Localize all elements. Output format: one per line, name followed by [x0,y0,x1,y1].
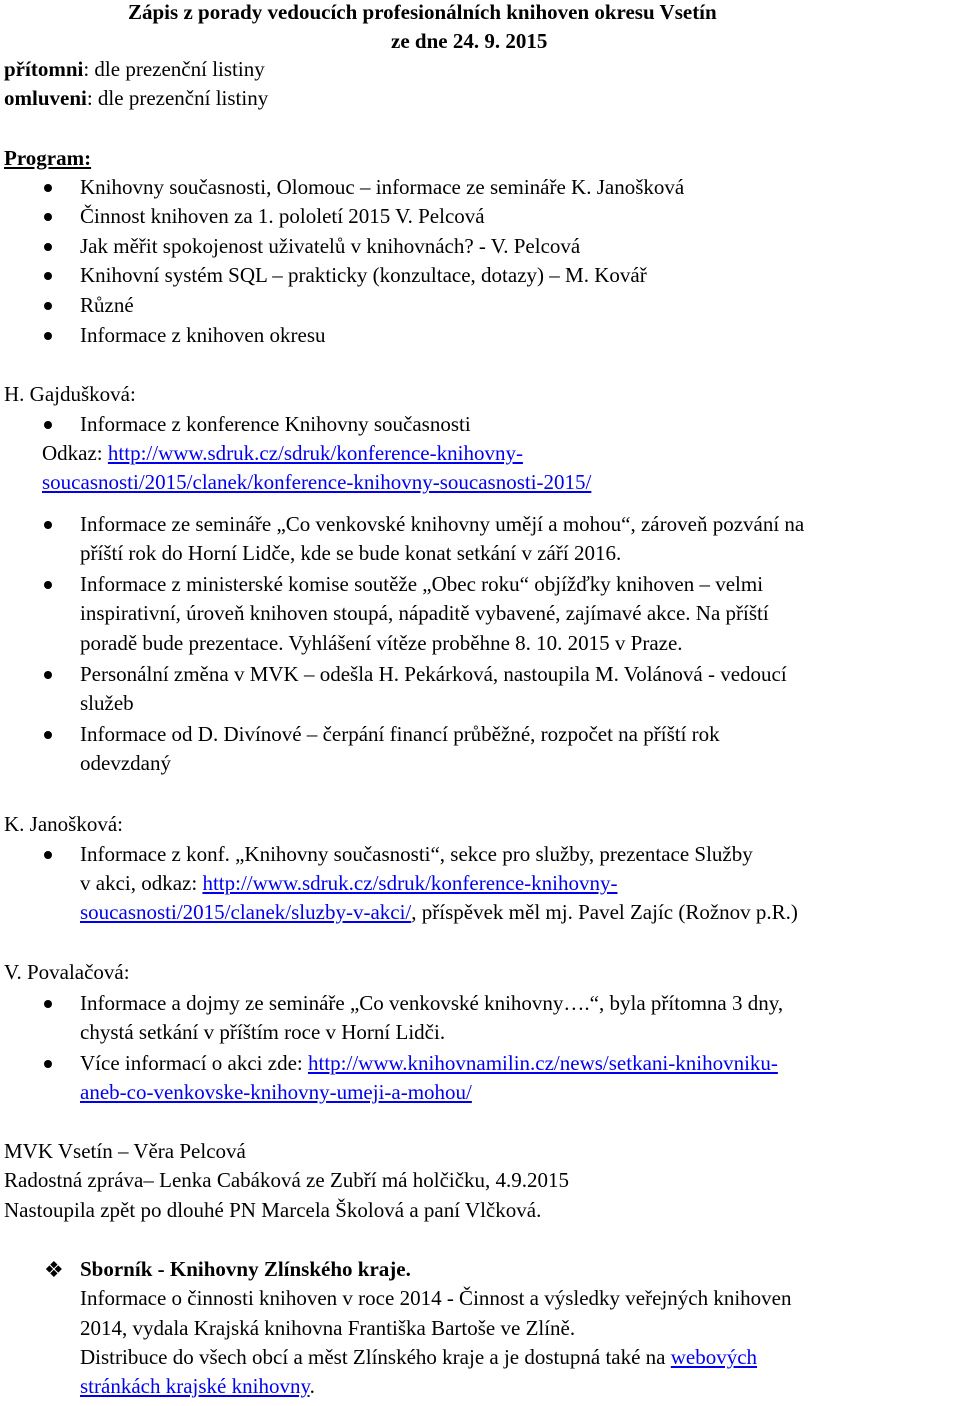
gajduskova-item: Informace z ministerské komise soutěže „Obec roku“ objížďky knihoven – velmi [80,572,764,596]
present-label: přítomni [4,57,84,81]
bullet-icon [44,731,52,739]
povalacova-link-prefix: Více informací o akci zde: [80,1051,308,1075]
krajska-knihovna-link-cont[interactable]: stránkách krajské knihovny [80,1374,310,1398]
link-row [42,468,591,497]
sbornik-text: 2014, vydala Krajská knihovna Františka Bartoše ve Zlíně. [80,1316,576,1340]
bullet-icon [44,851,52,859]
bullet-icon [44,521,52,529]
document-title: Zápis z porady vedoucích profesionálních knihoven okresu Vsetín [128,0,717,24]
attendance-excused [4,84,268,113]
program-item: Činnost knihoven za 1. pololetí 2015 V. Pelcová [80,204,485,228]
gajduskova-item-cont: služeb [80,691,134,715]
excused-label: omluveni [4,86,87,110]
program-heading: Program: [4,146,92,170]
bullet-icon [44,1000,52,1008]
bullet-icon [44,243,52,251]
sbornik-title: Sborník - Knihovny Zlínského kraje. [80,1257,411,1281]
gajduskova-item: Informace od D. Divínové – čerpání financí průběžné, rozpočet na příští rok [80,722,720,746]
section-heading-gajduskova: H. Gajdušková: [4,382,136,406]
present-value: : dle prezenční listiny [83,57,265,81]
janoskova-link-prefix: v akci, odkaz: [80,871,203,895]
bullet-icon [44,272,52,280]
program-item: Knihovní systém SQL – prakticky (konzultace, dotazy) – M. Kovář [80,263,647,287]
program-item: Různé [80,293,134,317]
program-item: Jak měřit spokojenost uživatelů v knihovnách? - V. Pelcová [80,234,581,258]
janoskova-link-suffix: , příspěvek měl mj. Pavel Zajíc (Rožnov p.R.) [411,900,798,924]
gajduskova-item: Informace z konference Knihovny současnosti [80,412,471,436]
bullet-icon [44,302,52,310]
bullet-icon [44,421,52,429]
konference-link-cont[interactable]: soucasnosti/2015/clanek/konference-knihovny-soucasnosti-2015/ [42,470,592,494]
krajska-knihovna-link[interactable]: webových [670,1345,758,1369]
sbornik-text [80,1372,315,1401]
janoskova-item: Informace z konf. „Knihovny současnosti“, sekce pro služby, prezentace Služby [80,842,753,866]
knihovnamilin-link[interactable]: http://www.knihovnamilin.cz/news/setkani-knihovniku- [307,1051,778,1075]
gajduskova-item-cont: poradě bude prezentace. Vyhlášení vítěze proběhne 8. 10. 2015 v Praze. [80,631,683,655]
janoskova-item-cont [80,898,798,927]
mvk-line: MVK Vsetín – Věra Pelcová [4,1139,246,1163]
gajduskova-item: Informace ze semináře „Co venkovské knihovny umějí a mohou“, zároveň pozvání na [80,512,805,536]
bullet-icon [44,581,52,589]
gajduskova-item-cont: odevzdaný [80,751,171,775]
gajduskova-item-cont: inspirativní, úroveň knihoven stoupá, nápaditě vybavené, zajímavé akce. Na příští [80,601,769,625]
section-heading-povalacova: V. Povalačová: [4,960,130,984]
attendance-present [4,55,265,84]
povalacova-item-cont: chystá setkání v příštím roce v Horní Lidči. [80,1020,446,1044]
gajduskova-item-cont: příští rok do Horní Lidče, kde se bude konat setkání v září 2016. [80,541,622,565]
link-label: Odkaz: [42,441,108,465]
janoskova-item-cont [80,869,618,898]
document-date: ze dne 24. 9. 2015 [391,29,548,53]
povalacova-item: Informace a dojmy ze semináře „Co venkovské knihovny….“, byla přítomna 3 dny, [80,991,784,1015]
sluzby-link[interactable]: http://www.sdruk.cz/sdruk/konference-knihovny- [202,871,618,895]
povalacova-item-cont [80,1078,472,1107]
konference-link[interactable]: http://www.sdruk.cz/sdruk/konference-knihovny- [107,441,523,465]
bullet-icon [44,213,52,221]
sbornik-text: Informace o činnosti knihoven v roce 2014 - Činnost a výsledky veřejných knihoven [80,1286,792,1310]
sbornik-text [80,1343,757,1372]
excused-value: : dle prezenční listiny [86,86,269,110]
mvk-line: Radostná zpráva– Lenka Cabáková ze Zubří má holčičku, 4.9.2015 [4,1168,570,1192]
bullet-icon [44,1060,52,1068]
bullet-icon [44,184,52,192]
program-item: Knihovny současnosti, Olomouc – informace ze semináře K. Janošková [80,175,685,199]
povalacova-item [80,1049,778,1078]
bullet-icon [44,332,52,340]
diamond-bullet-icon: ❖ [44,1257,64,1282]
link-row [42,439,523,468]
sbornik-distribution: Distribuce do všech obcí a měst Zlínského kraje a je dostupná také na [80,1345,671,1369]
sluzby-link-cont[interactable]: soucasnosti/2015/clanek/sluzby-v-akci/ [80,900,412,924]
mvk-line: Nastoupila zpět po dlouhé PN Marcela Školová a paní Vlčková. [4,1198,542,1222]
bullet-icon [44,671,52,679]
section-heading-janoskova: K. Janošková: [4,812,123,836]
knihovnamilin-link-cont[interactable]: aneb-co-venkovske-knihovny-umeji-a-mohou/ [80,1080,472,1104]
program-item: Informace z knihoven okresu [80,323,326,347]
gajduskova-item: Personální změna v MVK – odešla H. Pekárková, nastoupila M. Volánová - vedoucí [80,662,787,686]
sbornik-period: . [309,1374,315,1398]
